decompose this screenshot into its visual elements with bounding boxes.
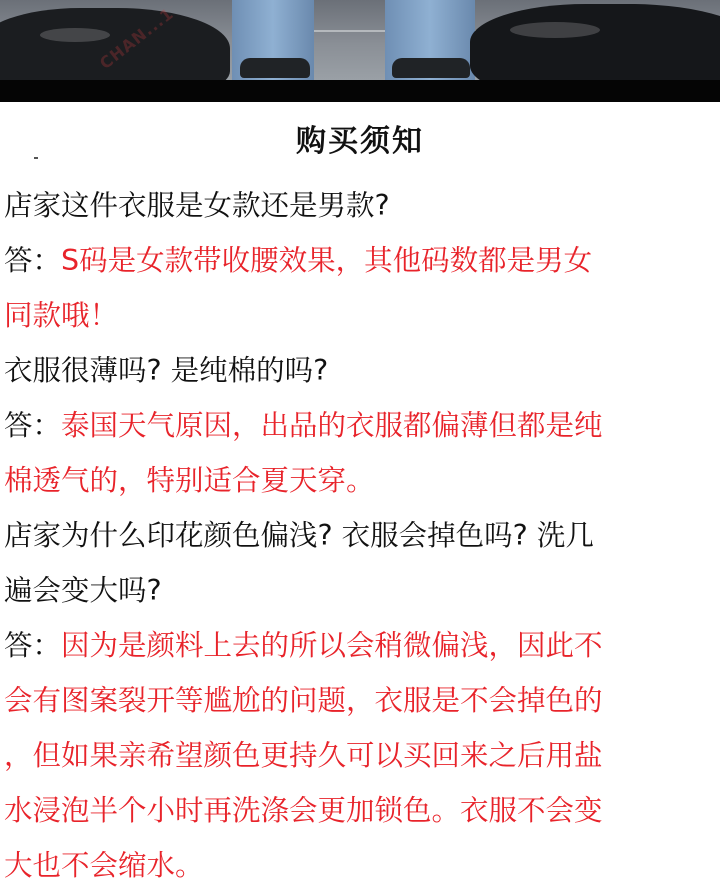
trash-bag-right: [470, 4, 720, 80]
shoe-left: [240, 58, 310, 78]
faq-content: [4, 178, 716, 893]
shoe-right: [392, 58, 470, 78]
question-line: 店家为什么印花颜色偏浅? 衣服会掉色吗? 洗几: [4, 519, 594, 552]
divider-dot: [34, 157, 38, 159]
answer-line: 同款哦！: [4, 299, 119, 332]
page-title: 购买须知: [296, 124, 424, 159]
question-line: 遍会变大吗?: [4, 574, 162, 607]
answer-line: 水浸泡半个小时再洗涤会更加锁色。衣服不会变: [4, 794, 603, 827]
answer-line: 棉透气的，特别适合夏天穿。: [4, 464, 375, 497]
answer-line: ，但如果亲希望颜色更持久可以买回来之后用盐: [4, 739, 603, 772]
question-line: 衣服很薄吗? 是纯棉的吗?: [4, 354, 329, 387]
answer-line: 答：S码是女款带收腰效果，其他码数都是男女: [4, 244, 593, 277]
answer-line: 会有图案裂开等尴尬的问题，衣服是不会掉色的: [4, 684, 603, 717]
answer-line: 答：因为是颜料上去的所以会稍微偏浅，因此不: [4, 629, 603, 662]
answer-line: 答：泰国天气原因，出品的衣服都偏薄但都是纯: [4, 409, 603, 442]
black-band: [0, 80, 720, 102]
answer-line: 大也不会缩水。: [4, 849, 204, 882]
question-line: 店家这件衣服是女款还是男款?: [4, 189, 390, 222]
watermark: CHAN...1: [96, 3, 178, 73]
